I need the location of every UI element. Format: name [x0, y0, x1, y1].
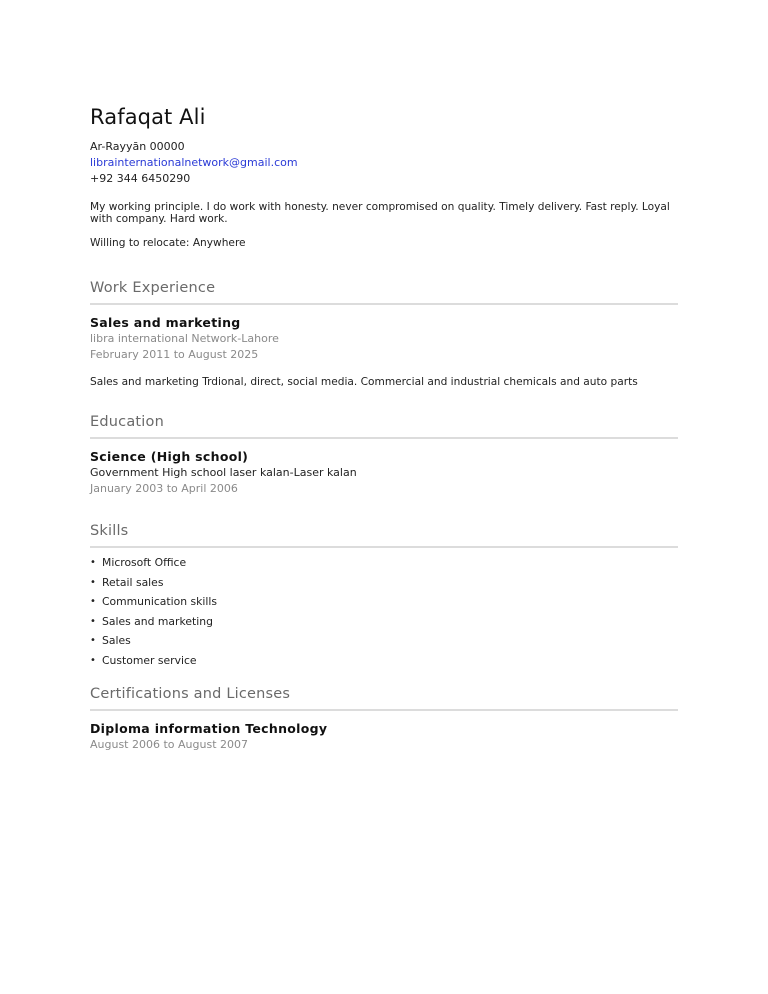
education-degree: Science (High school): [90, 449, 249, 464]
bullet-icon: •: [90, 615, 96, 627]
education-heading: Education: [90, 413, 678, 439]
bullet-icon: •: [90, 635, 96, 647]
work-experience-section: [90, 279, 678, 389]
job-dates: February 2011 to August 2025: [90, 348, 259, 361]
skills-list: [90, 556, 678, 668]
job-description: Sales and marketing Trdional, direct, social media. Commercial and industrial chemicals and auto parts: [90, 376, 638, 388]
bullet-icon: •: [90, 576, 96, 588]
skill-item: [90, 654, 678, 668]
skill-label: Microsoft Office: [102, 556, 187, 569]
education-entry: [90, 449, 678, 497]
location-text: Ar-Rayyān 00000: [90, 140, 185, 153]
certifications-heading: Certifications and Licenses: [90, 685, 678, 711]
skill-label: Sales and marketing: [102, 614, 213, 628]
certification-name: Diploma information Technology: [90, 720, 328, 736]
email-line: [90, 155, 678, 171]
education-school: Government High school laser kalan-Laser kalan: [90, 466, 357, 479]
work-experience-heading: Work Experience: [90, 279, 678, 305]
resume-content: [90, 104, 678, 753]
job-company: libra international Network-Lahore: [90, 332, 279, 345]
bullet-icon: •: [90, 596, 96, 608]
relocate-text: Willing to relocate: Anywhere: [90, 237, 246, 249]
bullet-icon: •: [90, 557, 96, 568]
skills-section: [90, 522, 678, 668]
skill-item: [90, 595, 678, 609]
job-position: Sales and marketing: [90, 315, 241, 330]
email-link[interactable]: librainternationalnetwork@gmail.com: [90, 156, 298, 169]
certifications-section: [90, 685, 678, 753]
summary-text: My working principle. I do work with honesty. never compromised on quality. Timely delivery. Fast reply. Loyal with company. Hard work.: [90, 201, 670, 225]
job-entry: [90, 315, 678, 389]
phone-text: +92 344 6450290: [90, 172, 191, 185]
certification-dates: August 2006 to August 2007: [90, 737, 249, 751]
skill-label: Sales: [102, 634, 131, 648]
bullet-icon: •: [90, 654, 96, 666]
certification-entry: [90, 721, 678, 753]
skill-item: [90, 615, 678, 629]
candidate-name: Rafaqat Ali: [90, 105, 206, 129]
skill-label: Customer service: [102, 653, 197, 667]
skill-item: [90, 576, 678, 590]
skill-item: [90, 634, 678, 648]
education-dates: January 2003 to April 2006: [90, 482, 238, 495]
education-section: [90, 413, 678, 497]
skill-item: [90, 556, 678, 570]
skill-label: Retail sales: [102, 575, 164, 589]
skill-label: Communication skills: [102, 595, 218, 609]
skills-heading: Skills: [90, 522, 678, 548]
